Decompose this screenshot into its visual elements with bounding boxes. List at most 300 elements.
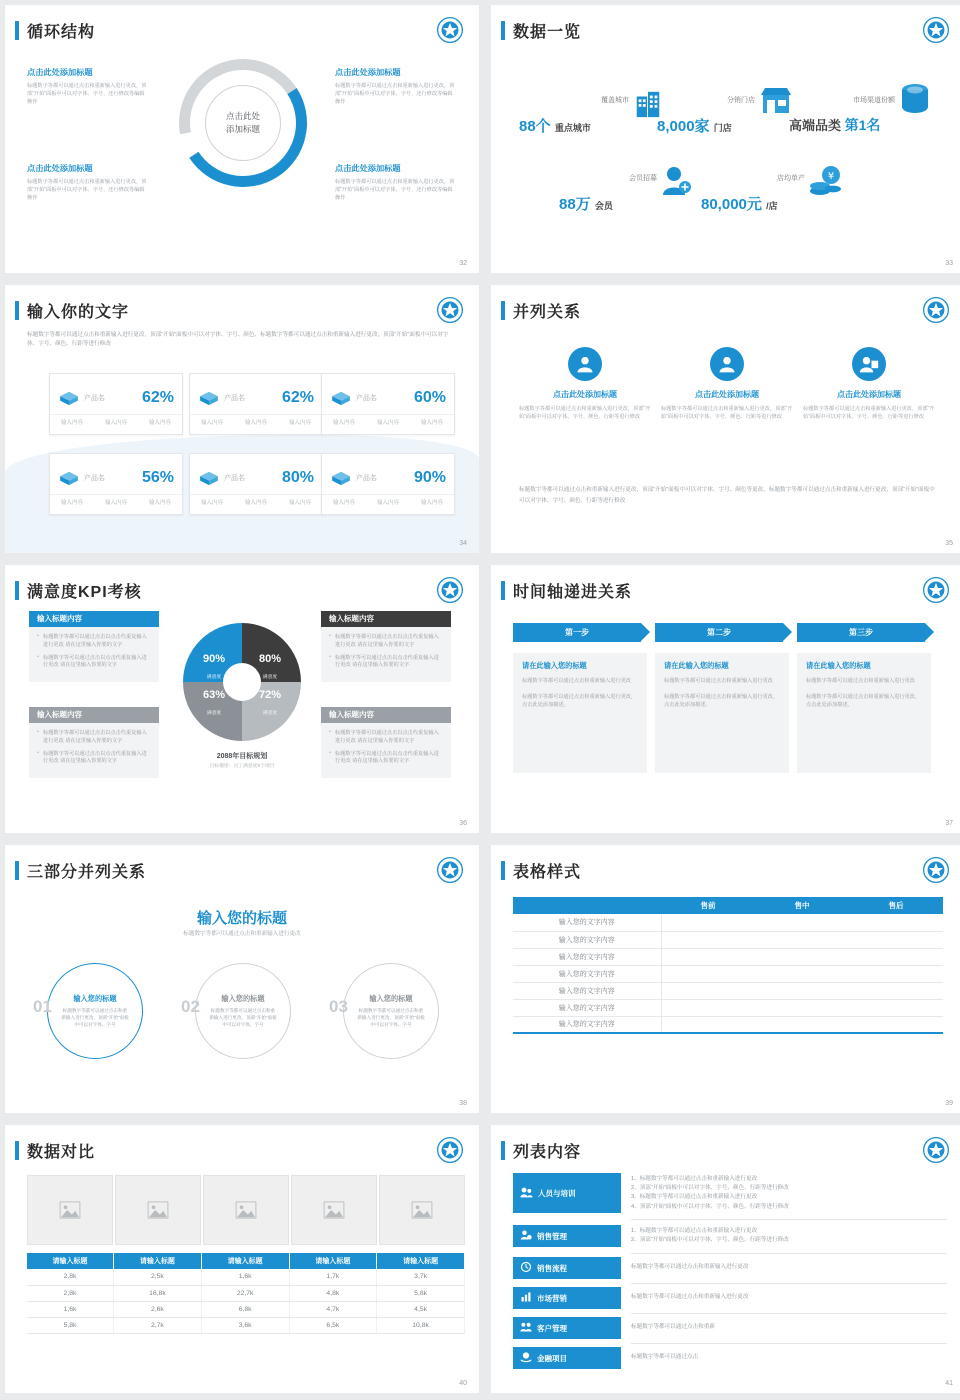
product-card-1-f2: 输入内容 bbox=[104, 420, 127, 426]
list-divider bbox=[631, 1219, 947, 1220]
product-card-3-f1: 输入内容 bbox=[332, 420, 355, 426]
kpi-box-2-line-2: • 标题数字等可以通过点击以点击代重复输入进行更改 请在这里输入你要的文字 bbox=[329, 655, 443, 671]
cell: 5,8k bbox=[377, 1285, 465, 1301]
title-accent-bar bbox=[501, 1141, 505, 1160]
parallel-col-1-heading: 点击此处添加标题 bbox=[553, 390, 617, 399]
list-group-6-body bbox=[631, 1353, 947, 1362]
cell: 3,6k bbox=[201, 1317, 289, 1333]
cell: 1,6k bbox=[201, 1269, 289, 1285]
page-number: 38 bbox=[459, 1100, 467, 1107]
compare-col-4: 请输入标题 bbox=[289, 1253, 377, 1269]
cycle-item-3-heading: 点击此处添加标题 bbox=[27, 164, 93, 173]
people-icon bbox=[520, 1186, 533, 1201]
page-number: 39 bbox=[945, 1100, 953, 1107]
table-row[interactable] bbox=[513, 948, 943, 965]
product-card-2-f1: 输入内容 bbox=[200, 420, 223, 426]
cell: 5,8k bbox=[27, 1317, 114, 1333]
table-row[interactable] bbox=[27, 1301, 465, 1317]
timeline-body-1-heading: 请在此输入您的标题 bbox=[522, 661, 587, 670]
package-icon bbox=[58, 470, 80, 486]
table-col-2: 售中 bbox=[755, 897, 849, 914]
logo-icon bbox=[437, 1137, 463, 1163]
list-group-3-body bbox=[631, 1263, 947, 1272]
cell: 2,8k bbox=[27, 1269, 114, 1285]
product-card-5-pct: 80% bbox=[281, 469, 314, 486]
kpi-box-4-heading: 输入标题内容 bbox=[321, 707, 451, 723]
circle-item-3-heading: 输入您的标题 bbox=[369, 993, 413, 1003]
kpi-box-3-heading: 输入标题内容 bbox=[29, 707, 159, 723]
list-group-4-label: 市场营销 bbox=[537, 1293, 567, 1303]
product-card-1-pct: 62% bbox=[141, 389, 174, 406]
logo-icon bbox=[437, 857, 463, 883]
image-placeholder-5[interactable] bbox=[379, 1175, 465, 1245]
logo-icon bbox=[437, 297, 463, 323]
logo-icon bbox=[923, 857, 949, 883]
timeline-body-1 bbox=[513, 653, 647, 773]
circle-item-1-heading: 输入您的标题 bbox=[73, 993, 117, 1003]
product-card-2-f2: 输入内容 bbox=[244, 420, 267, 426]
slide-three-parallel bbox=[5, 845, 479, 1113]
stat-1-value-wrap bbox=[519, 115, 591, 136]
timeline-body-2-line-1: 标题数字等都可以通过点击和重新输入进行更改 bbox=[664, 678, 773, 684]
product-card-1-f1: 输入内容 bbox=[60, 420, 83, 426]
cycle-item-1-heading: 点击此处添加标题 bbox=[27, 68, 93, 77]
cycle-item-1-body: 标题数字等都可以通过点击和重新输入进行更改，顶部“开始”面板中可以对字体、字号、还行修改等编辑操作 bbox=[27, 83, 147, 106]
table-row[interactable] bbox=[513, 965, 943, 982]
cell: 输入您的文字内容 bbox=[513, 965, 661, 982]
user-gear-icon bbox=[710, 347, 744, 381]
product-card-5-f3: 输入内容 bbox=[288, 500, 311, 506]
title-accent-bar bbox=[15, 301, 19, 320]
cycle-item-2-heading: 点击此处添加标题 bbox=[335, 68, 401, 77]
compare-col-3: 请输入标题 bbox=[201, 1253, 289, 1269]
list-group-6-button[interactable] bbox=[513, 1347, 621, 1369]
package-icon bbox=[330, 470, 352, 486]
cycle-item-2-body: 标题数字等都可以通过点击和重新输入进行更改，顶部“开始”面板中可以对字体、字号、还行修改等编辑操作 bbox=[335, 83, 455, 106]
list-group-5-label: 客户管理 bbox=[537, 1323, 567, 1333]
store-icon bbox=[759, 85, 793, 122]
stat-2-label: 分销门店 bbox=[727, 97, 755, 104]
table-col-1: 售前 bbox=[661, 897, 755, 914]
table-row[interactable] bbox=[513, 999, 943, 1016]
page-number: 34 bbox=[459, 540, 467, 547]
sales-icon bbox=[520, 1229, 532, 1243]
stat-5-label: 店均单产 bbox=[777, 175, 805, 182]
product-card-2[interactable] bbox=[189, 373, 323, 435]
stat-3 bbox=[789, 95, 895, 105]
product-card-4[interactable] bbox=[49, 453, 183, 515]
donut-segment-80 bbox=[249, 653, 291, 683]
product-card-4-pct: 56% bbox=[141, 469, 174, 486]
timeline-body-2-line-2: 标题数字等都可以通过点击和重新输入进行更改，点击此处添加描述。 bbox=[664, 694, 779, 709]
section-heading: 输入您的标题 bbox=[196, 910, 287, 927]
cycle-item-4 bbox=[335, 163, 457, 202]
logo-icon bbox=[437, 17, 463, 43]
product-card-6-f3: 输入内容 bbox=[420, 500, 443, 506]
title-accent-bar bbox=[15, 1141, 19, 1160]
timeline-body-1-line-1: 标题数字等都可以通过点击和重新输入进行更改 bbox=[522, 678, 631, 684]
slide-cycle-structure bbox=[5, 5, 479, 273]
page-number: 41 bbox=[945, 1380, 953, 1387]
list-line: 标题数字等都可以通过点击 bbox=[631, 1354, 699, 1360]
donut-subcaption: 目标描述：员工满意度5个项目 bbox=[209, 764, 275, 769]
cell: 输入您的文字内容 bbox=[513, 948, 661, 965]
product-card-3-pct: 60% bbox=[413, 389, 446, 406]
list-group-5-button[interactable] bbox=[513, 1317, 621, 1339]
kpi-box-1-heading: 输入标题内容 bbox=[29, 611, 159, 627]
cell: 16,8k bbox=[114, 1285, 202, 1301]
timeline-body-3-line-1: 标题数字等都可以通过点击和重新输入进行更改 bbox=[806, 678, 915, 684]
logo-icon bbox=[923, 1137, 949, 1163]
list-line: 1、标题数字等都可以通过点击和重新输入进行更改 bbox=[631, 1176, 758, 1182]
title-accent-bar bbox=[501, 301, 505, 320]
compare-col-1: 请输入标题 bbox=[27, 1253, 114, 1269]
stat-5-value-wrap bbox=[701, 193, 778, 214]
circle-item-2[interactable] bbox=[195, 963, 291, 1059]
parallel-footer-text: 标题数字等都可以通过点击和重新输入进行更改，顶部“开始”面板中可以对字体、字号、颜色等更改，标题数字等都可以通过点击和重新输入进行更改，顶部“开始”面板中可以对字体、字号、颜色、行距等进行修改 bbox=[519, 487, 935, 504]
timeline-body-3-heading: 请在此输入您的标题 bbox=[806, 661, 871, 670]
donut-caption: 2088年目标规划 bbox=[216, 753, 268, 760]
cell: 输入您的文字内容 bbox=[513, 982, 661, 999]
product-card-4-f1: 输入内容 bbox=[60, 500, 83, 506]
kpi-box-3-line-2: • 标题数字等可以通过点击以点击代重复输入进行更改 请在这里输入你要的文字 bbox=[37, 751, 151, 767]
stat-4-unit: 会员 bbox=[594, 201, 613, 211]
parallel-col-2-heading: 点击此处添加标题 bbox=[695, 390, 759, 399]
kpi-box-4-line-1: • 标题数字等都可以通过点击以点击代重复输入进行更改 请在这里输入你要的文字 bbox=[329, 730, 443, 746]
kpi-box-2 bbox=[321, 611, 451, 682]
list-divider bbox=[631, 1313, 947, 1314]
circle-item-3[interactable] bbox=[343, 963, 439, 1059]
list-line: 3、标题数字等都可以通过点击和重新输入进行更改 bbox=[631, 1194, 758, 1201]
timeline-step-1-label: 第一步 bbox=[565, 628, 589, 637]
list-group-5-body bbox=[631, 1323, 947, 1332]
section-subheading: 标题数字等都可以通过点击和重新输入进行更改 bbox=[183, 931, 301, 937]
list-group-4-body bbox=[631, 1293, 947, 1302]
donut-80-value: 80% bbox=[258, 653, 282, 665]
parallel-col-2 bbox=[661, 347, 793, 421]
table-col-3: 售后 bbox=[849, 897, 943, 914]
cell: 3,7k bbox=[377, 1269, 465, 1285]
page-title: 时间轴递进关系 bbox=[513, 584, 633, 601]
table-row[interactable] bbox=[27, 1269, 465, 1285]
image-placeholder-4[interactable] bbox=[291, 1175, 377, 1245]
svg-text:¥: ¥ bbox=[827, 171, 835, 182]
cycle-item-4-heading: 点击此处添加标题 bbox=[335, 164, 401, 173]
circle-item-2-number: 02 bbox=[181, 997, 200, 1016]
page-number: 36 bbox=[459, 820, 467, 827]
timeline-body-1-line-2: 标题数字等都可以通过点击和重新输入进行更改，点击此处添加描述。 bbox=[522, 694, 637, 709]
product-card-2-pct: 62% bbox=[281, 389, 314, 406]
customer-icon bbox=[520, 1321, 532, 1335]
kpi-box-1 bbox=[29, 611, 159, 682]
stat-4-value-wrap bbox=[559, 193, 613, 214]
list-line: 2、顶部“开始”面板中可以对字体、字号、颜色、行距等进行修改 bbox=[631, 1185, 789, 1192]
title-accent-bar bbox=[501, 21, 505, 40]
product-card-1[interactable] bbox=[49, 373, 183, 435]
circle-item-2-body: 标题数字等都可以通过点击和重新输入进行更改，顶部“开始”面板中可以对字体、字号 bbox=[209, 1007, 277, 1028]
list-group-1-body bbox=[631, 1175, 947, 1212]
page-title: 三部分并列关系 bbox=[27, 864, 147, 881]
product-card-5-name: 产品名 bbox=[224, 475, 245, 482]
table-row[interactable] bbox=[513, 931, 943, 948]
product-card-1-f3: 输入内容 bbox=[148, 420, 171, 426]
package-icon bbox=[330, 390, 352, 406]
stat-2-value-wrap bbox=[657, 115, 732, 136]
slide-data-overview bbox=[491, 5, 960, 273]
stat-3-label: 市场渠道份额 bbox=[853, 97, 895, 104]
product-card-4-f3: 输入内容 bbox=[148, 500, 171, 506]
product-card-2-name: 产品名 bbox=[224, 395, 245, 402]
page-number: 37 bbox=[945, 820, 953, 827]
donut-segment-72 bbox=[249, 689, 291, 719]
table-row[interactable] bbox=[27, 1317, 465, 1333]
compare-col-2: 请输入标题 bbox=[114, 1253, 202, 1269]
list-line: 1、标题数字等都可以通过点击和重新输入进行更改 bbox=[631, 1228, 758, 1234]
timeline-step-3[interactable] bbox=[797, 623, 925, 642]
logo-icon bbox=[923, 17, 949, 43]
donut-72-value: 72% bbox=[258, 689, 282, 701]
donut-90-label: 满意度 bbox=[206, 675, 222, 681]
page-title: 输入你的文字 bbox=[27, 304, 130, 321]
cell: 2,7k bbox=[114, 1317, 202, 1333]
member-icon bbox=[661, 165, 691, 202]
cycle-center-label bbox=[205, 85, 281, 161]
table-header-row bbox=[513, 897, 943, 914]
logo-icon bbox=[923, 577, 949, 603]
table-row[interactable] bbox=[27, 1285, 465, 1301]
table-row[interactable] bbox=[513, 1016, 943, 1033]
slide-kpi bbox=[5, 565, 479, 833]
package-icon bbox=[198, 470, 220, 486]
page-number: 33 bbox=[945, 260, 953, 267]
kpi-box-4-line-2: • 标题数字等可以通过点击以点击代重复输入进行更改 请在这里输入你要的文字 bbox=[329, 751, 443, 767]
list-group-3-button[interactable] bbox=[513, 1257, 621, 1279]
list-group-3-label: 销售流程 bbox=[537, 1263, 567, 1273]
stat-5 bbox=[709, 173, 805, 183]
page-title: 列表内容 bbox=[513, 1144, 582, 1161]
donut-63-value: 63% bbox=[202, 689, 226, 701]
intro-text: 标题数字等都可以通过点击和重新输入进行更改，顶部“开始”面板中可以对字体、字号、颜色、标题数字等都可以通过点击和重新输入进行更改，顶部“开始”面板中可以对字体、字号、颜色、行距等进行修改 bbox=[27, 332, 449, 347]
circle-item-2-heading: 输入您的标题 bbox=[221, 993, 265, 1003]
cell: 2,5k bbox=[114, 1269, 202, 1285]
product-card-6-name: 产品名 bbox=[356, 475, 377, 482]
logo-icon bbox=[437, 577, 463, 603]
chart-icon bbox=[520, 1291, 532, 1305]
kpi-box-1-line-1: • 标题数字等都可以通过点击以点击代重复输入进行更改 请在这里输入你要的文字 bbox=[37, 634, 151, 650]
list-group-2-label: 销售管理 bbox=[537, 1231, 567, 1241]
data-table bbox=[513, 897, 943, 1034]
stat-3-value-wrap bbox=[789, 115, 880, 135]
list-group-1-button[interactable] bbox=[513, 1173, 621, 1213]
circle-item-3-number: 03 bbox=[329, 997, 348, 1016]
list-line: 标题数字等都可以通过点击和重新输入进行更改 bbox=[631, 1294, 749, 1300]
timeline-body-3-line-2: 标题数字等都可以通过点击和重新输入进行更改，点击此处添加描述。 bbox=[806, 694, 921, 709]
kpi-box-3 bbox=[29, 707, 159, 778]
product-card-5[interactable] bbox=[189, 453, 323, 515]
circle-item-1-number: 01 bbox=[33, 997, 52, 1016]
donut-63-label: 满意度 bbox=[206, 711, 222, 717]
stat-2 bbox=[659, 95, 755, 105]
title-accent-bar bbox=[15, 861, 19, 880]
list-divider bbox=[631, 1253, 947, 1254]
finance-icon bbox=[520, 1351, 532, 1365]
list-divider bbox=[631, 1343, 947, 1344]
circle-item-1-body: 标题数字等都可以通过点击和重新输入进行更改，顶部“开始”面板中可以对字体、字号 bbox=[61, 1007, 129, 1028]
compare-header-row bbox=[27, 1253, 465, 1269]
product-card-3-name: 产品名 bbox=[356, 395, 377, 402]
kpi-box-2-heading: 输入标题内容 bbox=[321, 611, 451, 627]
list-group-4-button[interactable] bbox=[513, 1287, 621, 1309]
product-card-5-f1: 输入内容 bbox=[200, 500, 223, 506]
slide-input-your-text bbox=[5, 285, 479, 553]
cell: 4,8k bbox=[289, 1285, 377, 1301]
product-card-4-f2: 输入内容 bbox=[104, 500, 127, 506]
circle-item-3-body: 标题数字等都可以通过点击和重新输入进行更改，顶部“开始”面板中可以对字体、字号 bbox=[357, 1007, 425, 1028]
package-icon bbox=[198, 390, 220, 406]
timeline-step-3-label: 第三步 bbox=[849, 628, 873, 637]
image-placeholder-3[interactable] bbox=[203, 1175, 289, 1245]
product-card-6-f2: 输入内容 bbox=[376, 500, 399, 506]
slide-table-style bbox=[491, 845, 960, 1113]
page-title: 数据一览 bbox=[513, 24, 582, 41]
parallel-col-1-body: 标题数字等都可以通过点击和重新输入进行更改，顶部“开始”面板中可以对字体、字号、颜色、行距等进行修改 bbox=[519, 406, 651, 421]
cell: 2,6k bbox=[114, 1301, 202, 1317]
page-number: 35 bbox=[945, 540, 953, 547]
cell: 输入您的文字内容 bbox=[513, 914, 661, 931]
stat-1 bbox=[521, 95, 629, 105]
stat-5-value: 80,000元 bbox=[701, 196, 762, 213]
table-col-0 bbox=[513, 897, 661, 914]
page-number: 32 bbox=[459, 260, 467, 267]
timeline-body-2-heading: 请在此输入您的标题 bbox=[664, 661, 729, 670]
product-card-3-f3: 输入内容 bbox=[420, 420, 443, 426]
page-number: 40 bbox=[459, 1380, 467, 1387]
list-group-2-button[interactable] bbox=[513, 1225, 621, 1247]
title-accent-bar bbox=[15, 21, 19, 40]
page-title: 并列关系 bbox=[513, 304, 582, 321]
cell: 6,8k bbox=[201, 1301, 289, 1317]
list-group-1-label: 人员与培训 bbox=[538, 1188, 576, 1198]
page-title: 满意度KPI考核 bbox=[27, 584, 142, 601]
page-title: 数据对比 bbox=[27, 1144, 96, 1161]
slide-data-compare bbox=[5, 1125, 479, 1393]
stat-4-value: 88万 bbox=[559, 196, 591, 213]
title-accent-bar bbox=[15, 581, 19, 600]
parallel-col-2-body: 标题数字等都可以通过点击和重新输入进行更改，顶部“开始”面板中可以对字体、字号、颜色、行距等进行修改 bbox=[661, 406, 793, 421]
list-line: 4、顶部“开始”面板中可以对字体、字号、颜色、行距等进行修改 bbox=[631, 1203, 789, 1210]
stat-1-value: 88个 bbox=[519, 118, 551, 135]
product-card-6-f1: 输入内容 bbox=[332, 500, 355, 506]
cell: 1,6k bbox=[27, 1301, 114, 1317]
stat-1-label: 覆盖城市 bbox=[601, 97, 629, 104]
parallel-col-3-body: 标题数字等都可以通过点击和重新输入进行更改，顶部“开始”面板中可以对字体、字号、颜色、行距等进行修改 bbox=[803, 406, 935, 421]
cell: 6,5k bbox=[289, 1317, 377, 1333]
slide-list-content bbox=[491, 1125, 960, 1393]
donut-90-value: 90% bbox=[202, 653, 226, 665]
donut-80-label: 满意度 bbox=[262, 675, 278, 681]
parallel-col-1 bbox=[519, 347, 651, 421]
cell: 4,5k bbox=[377, 1301, 465, 1317]
parallel-col-3 bbox=[803, 347, 935, 421]
stat-1-unit: 重点城市 bbox=[554, 123, 591, 133]
title-accent-bar bbox=[501, 581, 505, 600]
cell: 1,7k bbox=[289, 1269, 377, 1285]
coins-icon bbox=[809, 165, 843, 202]
kpi-donut-chart bbox=[183, 623, 301, 741]
cycle-item-2 bbox=[335, 67, 457, 106]
table-row[interactable] bbox=[513, 914, 943, 931]
product-card-3[interactable] bbox=[321, 373, 455, 435]
product-card-3-f2: 输入内容 bbox=[376, 420, 399, 426]
kpi-box-3-line-1: • 标题数字等都可以通过点击以点击代重复输入进行更改 请在这里输入你要的文字 bbox=[37, 730, 151, 746]
kpi-box-2-line-1: • 标题数字等都可以通过点击以点击代重复输入进行更改 请在这里输入你要的文字 bbox=[329, 634, 443, 650]
cell: 4,7k bbox=[289, 1301, 377, 1317]
logo-icon bbox=[923, 297, 949, 323]
cell: 10,8k bbox=[377, 1317, 465, 1333]
donut-segment-63 bbox=[193, 689, 235, 719]
compare-col-5: 请输入标题 bbox=[377, 1253, 465, 1269]
timeline-step-2[interactable] bbox=[655, 623, 783, 642]
title-accent-bar bbox=[501, 861, 505, 880]
table-row[interactable] bbox=[513, 982, 943, 999]
cycle-item-1 bbox=[27, 67, 149, 106]
slide-timeline bbox=[491, 565, 960, 833]
stat-4 bbox=[561, 173, 657, 183]
list-line: 标题数字等都可以通过点击和重新 bbox=[631, 1324, 715, 1330]
product-card-5-f2: 输入内容 bbox=[244, 500, 267, 506]
product-card-6-pct: 90% bbox=[413, 469, 446, 486]
image-placeholder-1[interactable] bbox=[27, 1175, 113, 1245]
cell: 2,8k bbox=[27, 1285, 114, 1301]
user-doc-icon bbox=[852, 347, 886, 381]
timeline-body-2 bbox=[655, 653, 789, 773]
user-headset-icon bbox=[568, 347, 602, 381]
stat-2-value: 8,000家 bbox=[657, 118, 710, 135]
product-card-6[interactable] bbox=[321, 453, 455, 515]
stat-4-label: 会员招募 bbox=[629, 175, 657, 182]
product-card-2-f3: 输入内容 bbox=[288, 420, 311, 426]
list-line: 2、顶部“开始”面板中可以对字体、字号、颜色、行距等进行修改 bbox=[631, 1237, 789, 1244]
stat-3-unit: 第1名 bbox=[844, 117, 881, 133]
parallel-col-3-heading: 点击此处添加标题 bbox=[837, 390, 901, 399]
cell: 输入您的文字内容 bbox=[513, 931, 661, 948]
cell: 输入您的文字内容 bbox=[513, 999, 661, 1016]
kpi-box-1-line-2: • 标题数字等可以通过点击以点击代重复输入进行更改 请在这里输入你要的文字 bbox=[37, 655, 151, 671]
package-icon bbox=[58, 390, 80, 406]
timeline-step-1[interactable] bbox=[513, 623, 641, 642]
circle-item-1[interactable] bbox=[47, 963, 143, 1059]
database-icon bbox=[899, 83, 931, 122]
cycle-diagram bbox=[173, 53, 313, 193]
list-group-2-body bbox=[631, 1227, 947, 1245]
list-group-6-label: 金融项目 bbox=[537, 1353, 567, 1363]
flow-icon bbox=[520, 1261, 532, 1275]
compare-table bbox=[27, 1253, 465, 1334]
stat-3-value: 高端品类 bbox=[789, 118, 842, 133]
cycle-center-line1: 点击此处 bbox=[225, 111, 260, 122]
cycle-item-3 bbox=[27, 163, 149, 202]
donut-segment-90 bbox=[193, 653, 235, 683]
list-line: 标题数字等都可以通过点击和重新输入进行更改 bbox=[631, 1264, 749, 1270]
cycle-item-4-body: 标题数字等都可以通过点击和重新输入进行更改，顶部“开始”面板中可以对字体、字号、还行修改等编辑操作 bbox=[335, 179, 455, 202]
stat-2-unit: 门店 bbox=[713, 123, 732, 133]
timeline-step-2-label: 第二步 bbox=[707, 628, 731, 637]
cell: 22,7k bbox=[201, 1285, 289, 1301]
cell: 输入您的文字内容 bbox=[513, 1016, 661, 1033]
image-placeholder-2[interactable] bbox=[115, 1175, 201, 1245]
kpi-box-4 bbox=[321, 707, 451, 778]
product-card-1-name: 产品名 bbox=[84, 395, 105, 402]
